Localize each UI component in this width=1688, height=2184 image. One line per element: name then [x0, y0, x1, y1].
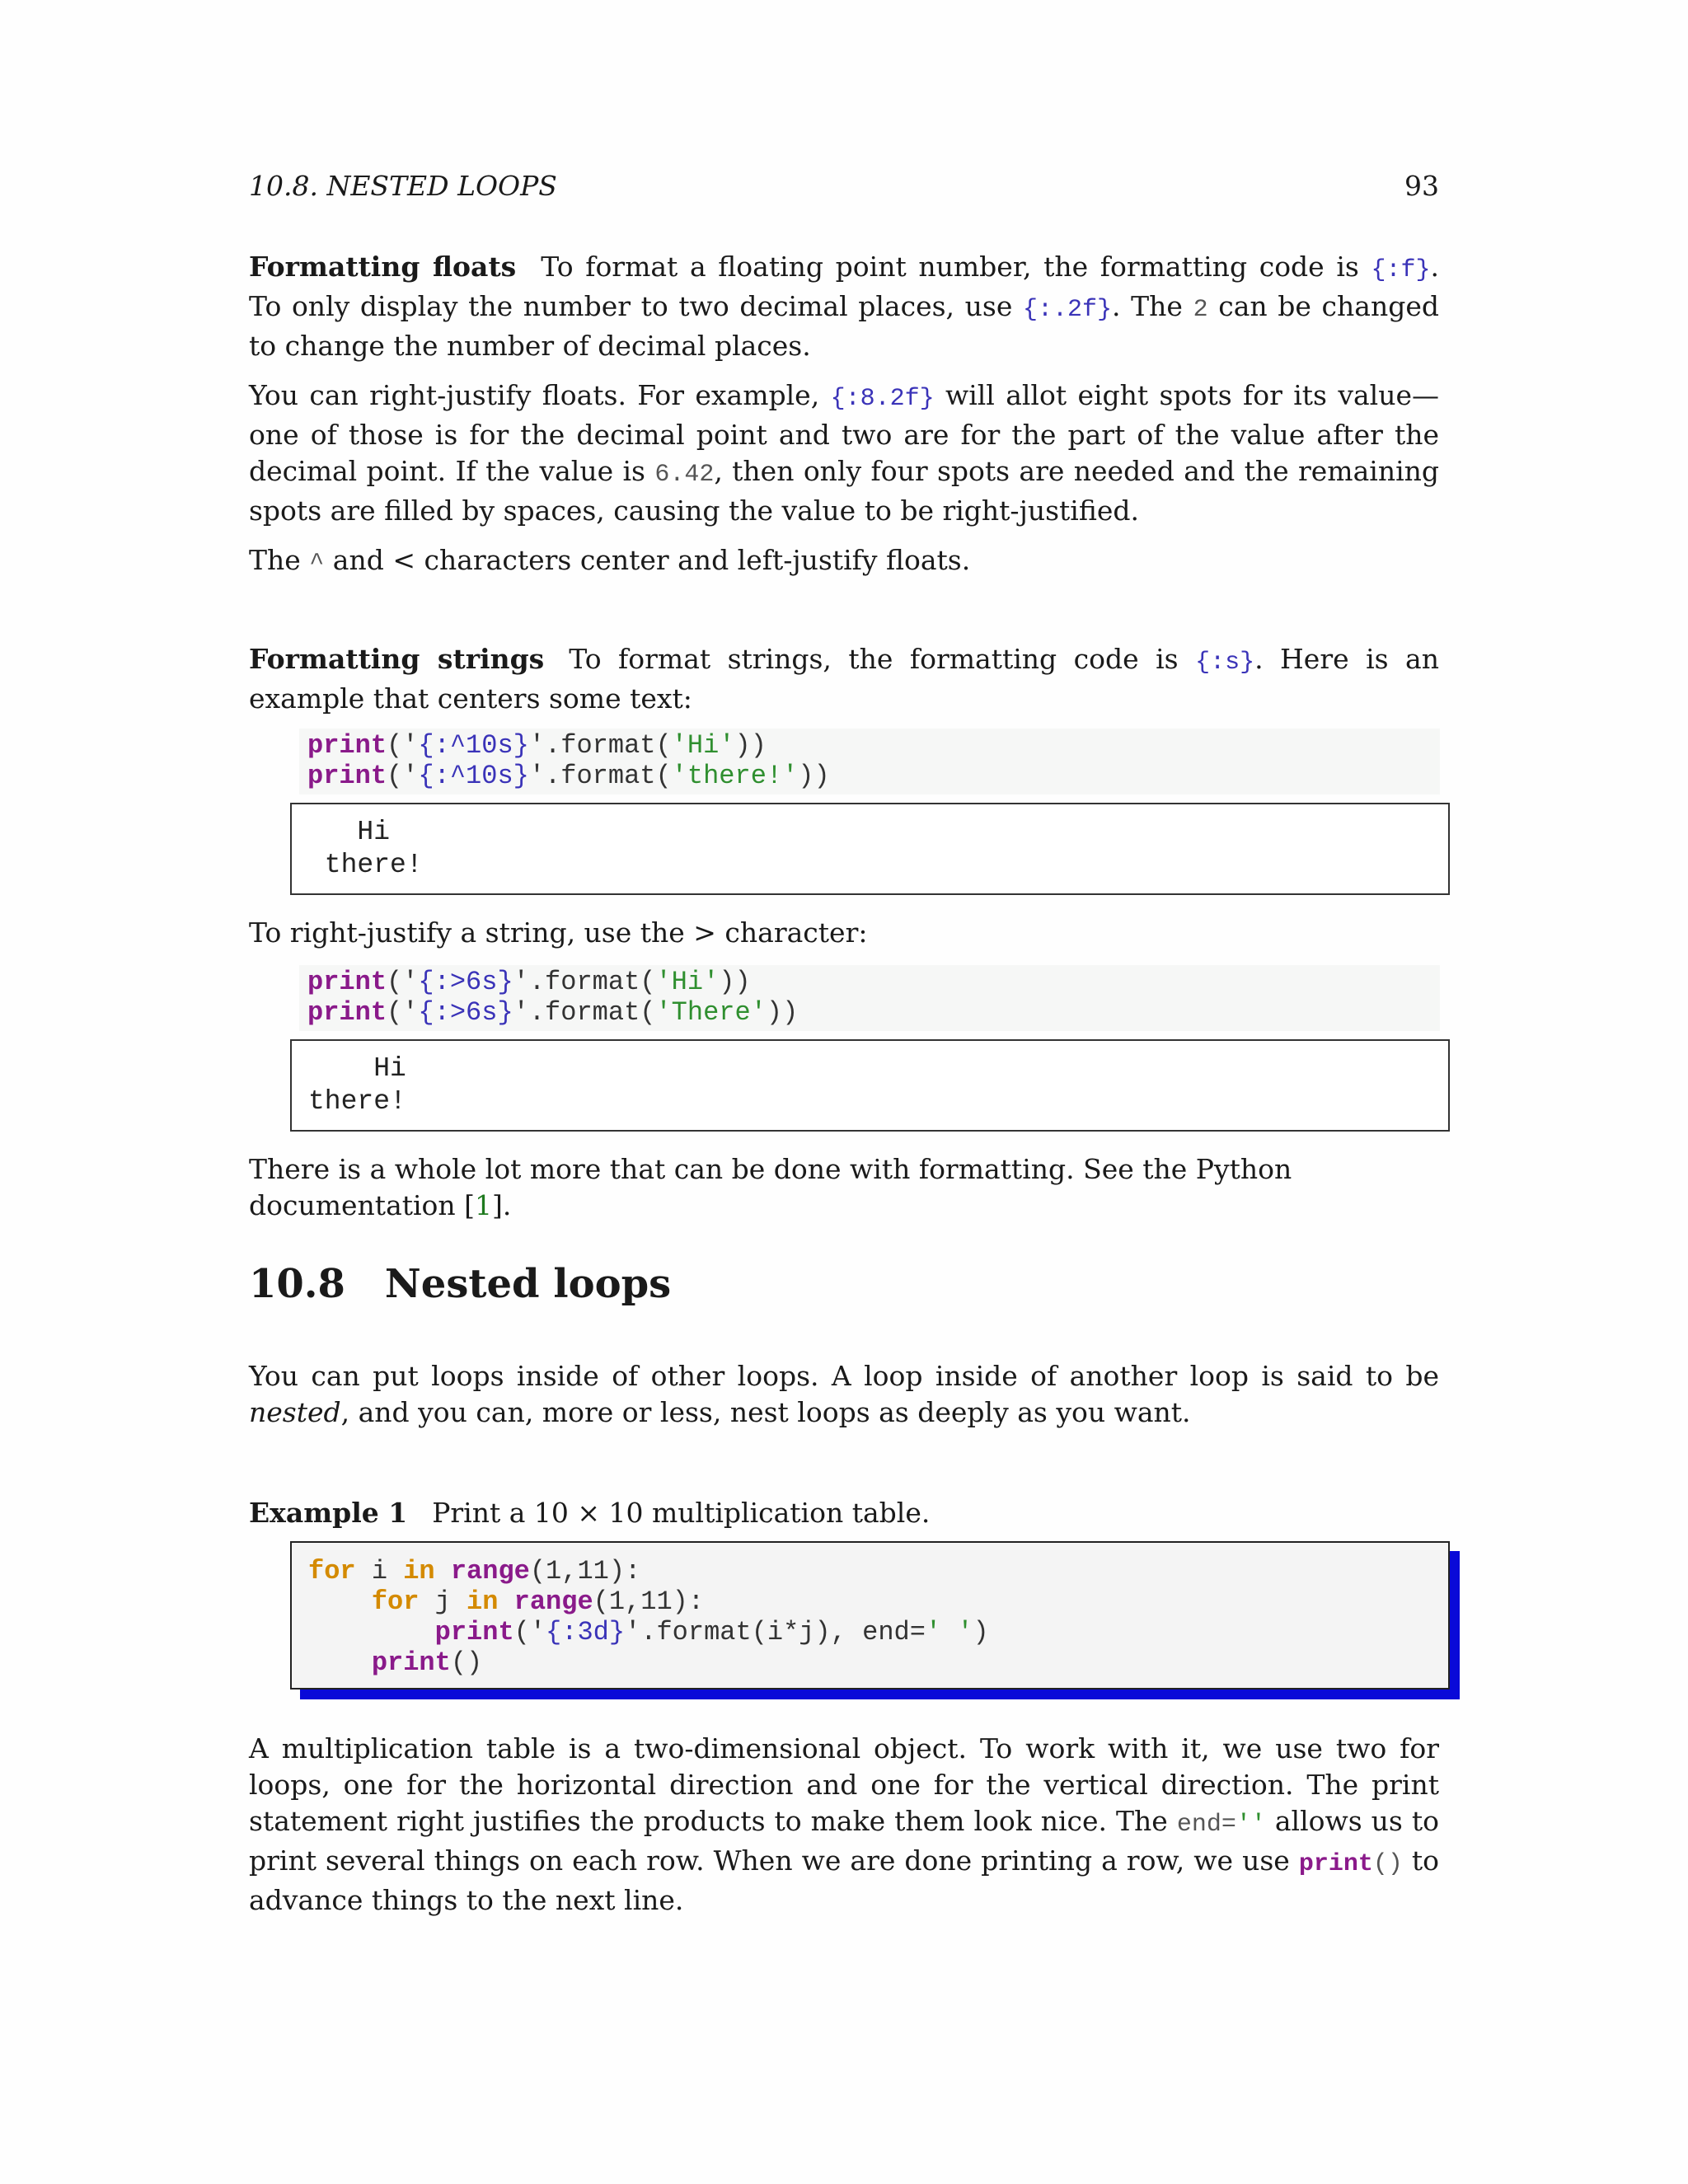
code-line	[308, 1556, 1448, 1586]
code-line	[308, 1647, 1448, 1678]
inline-code: end=	[1176, 1811, 1236, 1839]
code-text: )	[973, 1617, 989, 1647]
code-block-center	[299, 729, 1440, 794]
inline-code: {:s}	[1195, 649, 1255, 677]
code-text: ))	[719, 967, 751, 997]
code-text: ('	[513, 1617, 546, 1647]
code-text: j	[419, 1586, 467, 1617]
output-box-center	[290, 803, 1450, 895]
floats-label: Formatting floats	[249, 251, 517, 283]
text-run: To format strings, the formatting code is	[569, 643, 1196, 675]
code-text: ))	[798, 761, 830, 791]
section-number: 10.8	[249, 1261, 345, 1307]
inline-code: 2	[1193, 296, 1208, 324]
example-1-statement	[249, 1495, 1439, 1531]
example-1-code	[290, 1541, 1450, 1690]
code-text: (1,11):	[593, 1586, 705, 1617]
code-text: ()	[450, 1647, 483, 1678]
code-builtin: print	[371, 1647, 451, 1678]
code-text: '.format(	[513, 967, 656, 997]
text-run: . The	[1112, 290, 1193, 322]
code-line	[308, 1617, 1448, 1647]
inline-code-string: ''	[1236, 1811, 1266, 1839]
text-run: , then only four spots are needed and the remaining spots are filled by spaces, causing the value to be right-justified.	[249, 455, 1440, 527]
code-format: {:>6s}	[418, 967, 513, 997]
code-keyword: print	[307, 761, 387, 791]
code-builtin: print	[434, 1617, 514, 1647]
code-line	[307, 761, 1440, 791]
code-text: '.format(	[513, 997, 656, 1028]
code-string: ' '	[925, 1617, 973, 1647]
code-line	[307, 997, 1440, 1028]
inline-code-keyword: print	[1298, 1850, 1373, 1878]
code-text: ('	[387, 730, 419, 761]
code-format: {:^10s}	[418, 730, 529, 761]
code-string: 'There'	[655, 997, 767, 1028]
code-indent	[308, 1617, 435, 1647]
code-indent	[308, 1647, 372, 1678]
text-run: You can put loops inside of other loops. A loop inside of another loop is said to be	[249, 1360, 1439, 1392]
text-run: A multiplication table is a two-dimensional object. To work with it, we use two for loops, one for the horizontal direction and one for the vertical direction. The print statement right justifies the products to make them look nice. The	[249, 1732, 1439, 1837]
code-text: i	[355, 1556, 404, 1586]
inline-code: {:8.2f}	[830, 385, 935, 413]
output-box-right	[290, 1039, 1450, 1132]
code-line	[308, 1586, 1448, 1617]
code-text: '.format(i*j), end=	[625, 1617, 926, 1647]
code-keyword: in	[403, 1556, 435, 1586]
text-run: allows us to print several things on each row. When we are done printing a row, we use	[249, 1805, 1439, 1877]
code-text	[498, 1586, 513, 1617]
page-number: 93	[1404, 170, 1439, 202]
example-1-explanation	[249, 1731, 1439, 1919]
code-line	[307, 967, 1440, 997]
text-run: to advance things to the next line.	[249, 1844, 1439, 1916]
code-text: ('	[387, 997, 419, 1028]
section-intro	[249, 1358, 1439, 1431]
section-heading	[249, 1261, 671, 1307]
text-run: . To only display the number to two decimal places, use	[249, 251, 1440, 322]
inline-code: ()	[1372, 1850, 1403, 1878]
floats-paragraph-3	[249, 542, 1439, 582]
code-keyword: print	[307, 997, 387, 1028]
floats-paragraph-2	[249, 377, 1439, 529]
code-text: (1,11):	[529, 1556, 641, 1586]
strings-label: Formatting strings	[249, 643, 545, 675]
code-line	[307, 730, 1440, 761]
code-text: ))	[766, 997, 799, 1028]
inline-code: {:.2f}	[1023, 296, 1113, 324]
code-string: 'Hi'	[671, 730, 735, 761]
code-keyword: for	[308, 1556, 356, 1586]
code-string: 'there!'	[671, 761, 799, 791]
code-text: '.format(	[528, 761, 672, 791]
output-line: there!	[308, 850, 423, 880]
inline-code: ^	[309, 550, 325, 578]
code-text: ('	[387, 761, 419, 791]
strings-paragraph-1	[249, 641, 1439, 717]
code-text	[435, 1556, 451, 1586]
text-run: , and you can, more or less, nest loops as deeply as you want.	[340, 1396, 1191, 1428]
code-text: ))	[734, 730, 767, 761]
code-keyword: for	[371, 1586, 420, 1617]
text-run: The	[249, 544, 310, 576]
floats-paragraph-1	[249, 249, 1439, 364]
code-builtin: range	[450, 1556, 530, 1586]
code-text: '.format(	[528, 730, 672, 761]
section-title: Nested loops	[384, 1261, 672, 1307]
text-run: and < characters center and left-justify floats.	[324, 544, 971, 576]
text-run: will allot eight spots for its value—one of those is for the decimal point and two are for the part of the value after the decimal point. If the value is	[249, 379, 1439, 487]
strings-paragraph-2: To right-justify a string, use the > character:	[249, 916, 868, 949]
example-text: Print a 10 × 10 multiplication table.	[432, 1497, 931, 1529]
citation-link[interactable]: 1	[475, 1189, 493, 1221]
code-keyword: in	[467, 1586, 499, 1617]
code-text: ('	[387, 967, 419, 997]
code-string: 'Hi'	[655, 967, 720, 997]
text-run: can be changed to change the number of decimal places.	[249, 290, 1439, 362]
inline-code: 6.42	[654, 461, 715, 489]
text-run: You can right-justify floats. For example,	[249, 379, 831, 411]
code-keyword: print	[307, 967, 387, 997]
code-format: {:3d}	[546, 1617, 626, 1647]
example-label: Example 1	[249, 1497, 408, 1529]
emphasis: nested	[249, 1396, 341, 1428]
output-line: Hi	[308, 817, 391, 847]
code-format: {:>6s}	[418, 997, 513, 1028]
text-run: ].	[492, 1189, 512, 1221]
text-run: To format a floating point number, the formatting code is	[541, 251, 1372, 283]
running-header: 10.8. NESTED LOOPS	[249, 170, 557, 202]
code-keyword: print	[307, 730, 387, 761]
output-line: Hi	[308, 1053, 406, 1084]
code-indent	[308, 1586, 372, 1617]
code-block-right	[299, 965, 1440, 1031]
strings-paragraph-3	[249, 1151, 1439, 1224]
inline-code: {:f}	[1371, 256, 1431, 284]
output-line: there!	[308, 1086, 406, 1117]
code-format: {:^10s}	[418, 761, 529, 791]
text-run: . Here is an example that centers some text:	[249, 643, 1439, 715]
code-builtin: range	[513, 1586, 593, 1617]
text-run: There is a whole lot more that can be done with formatting. See the Python documentation [	[249, 1153, 1292, 1221]
